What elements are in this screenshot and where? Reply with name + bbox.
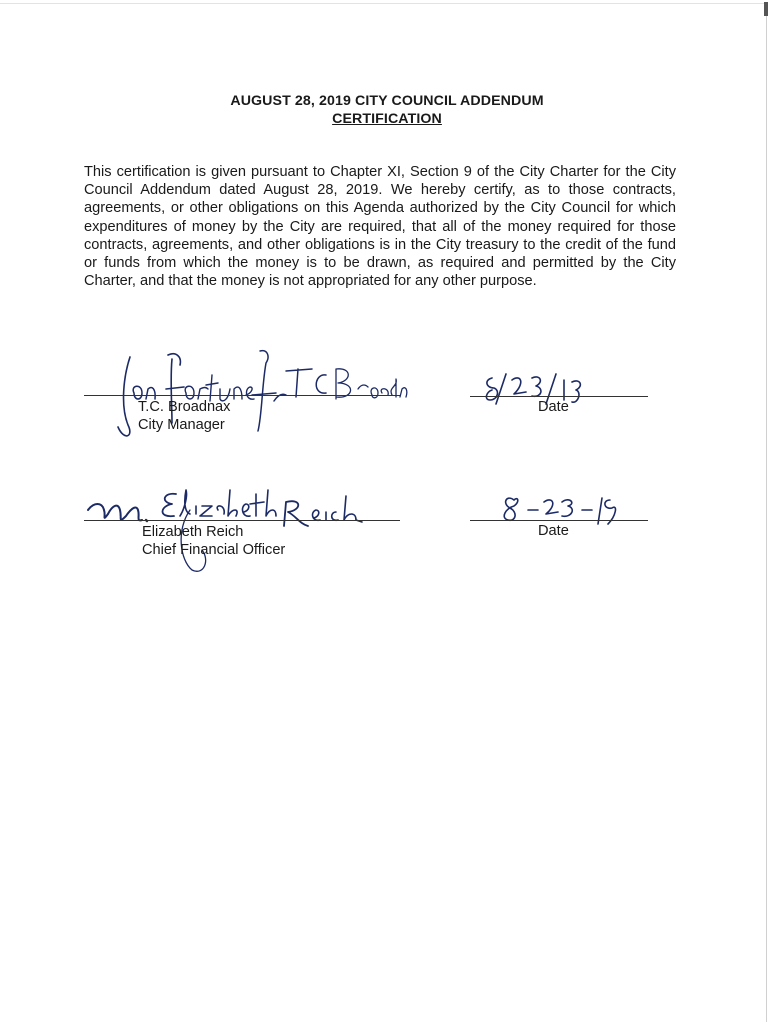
signer-name-city-manager: T.C. Broadnax — [138, 399, 231, 415]
date-line-city-manager — [470, 396, 648, 397]
certification-paragraph: This certification is given pursuant to Chapter XI, Section 9 of the City Charter for the City Council Addendum dated August 28, 2019. We hereby certify, as to those contracts, agreements, or other obligations on this Agenda authorized by the City Council for which expenditures of money by the City are required, that all of the money required for those contracts, agreements, and other obligations is in the City treasury to the credit of the fund or funds from which the money is to be drawn, as required and permitted by the City Charter, and that the money is not appropriated for any other purpose. — [84, 164, 676, 290]
date-label-city-manager: Date — [538, 399, 569, 415]
signer-role-city-manager: City Manager — [138, 417, 225, 433]
document-title: AUGUST 28, 2019 CITY COUNCIL ADDENDUM — [230, 93, 544, 109]
scan-edge-right — [766, 4, 767, 1022]
scan-edge-mark — [764, 2, 768, 16]
document-subtitle: CERTIFICATION — [332, 111, 442, 127]
date-handwritten-city-manager — [480, 370, 590, 410]
date-line-cfo — [470, 520, 648, 521]
signer-role-cfo: Chief Financial Officer — [142, 542, 286, 558]
signature-line-cfo — [84, 520, 400, 521]
date-label-cfo: Date — [538, 523, 569, 539]
signature-line-city-manager — [84, 395, 400, 396]
scan-edge-top — [0, 3, 768, 4]
signer-name-cfo: Elizabeth Reich — [142, 524, 244, 540]
